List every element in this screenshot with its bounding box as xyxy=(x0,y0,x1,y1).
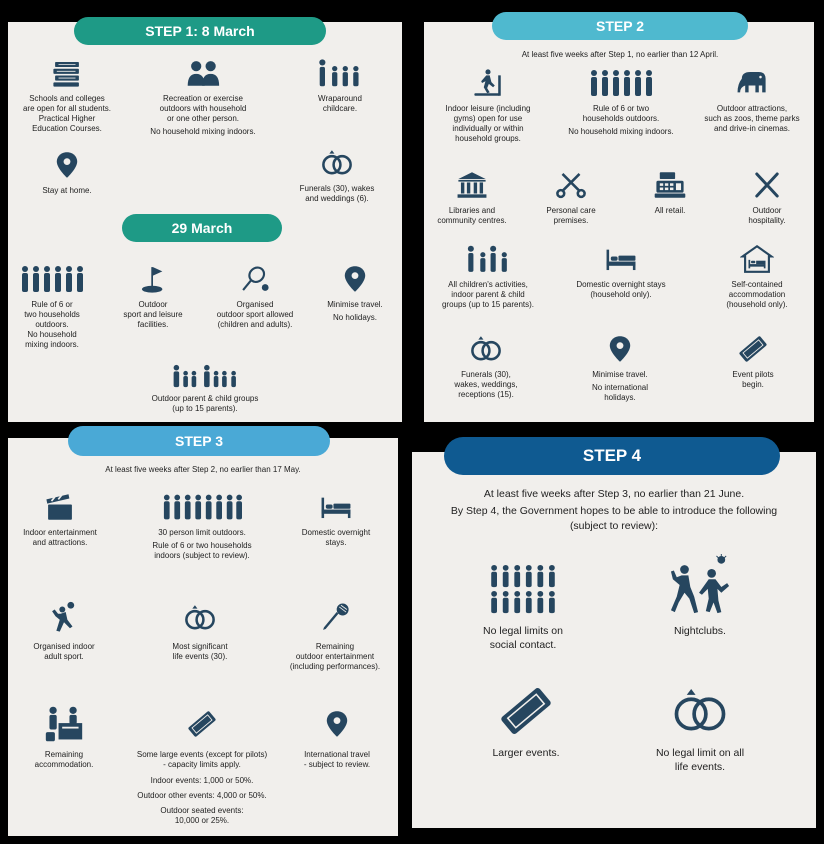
step3-item-domestic-stays: Domestic overnight stays. xyxy=(286,490,386,548)
wedding-rings-icon xyxy=(317,146,357,180)
scissors-icon xyxy=(551,168,591,202)
bed-icon xyxy=(601,242,641,276)
step2-item-all-retail: All retail. xyxy=(630,168,710,216)
step3-title: STEP 3 xyxy=(68,426,330,456)
step2-item-libraries: Libraries and community centres. xyxy=(424,168,520,226)
location-pin-icon xyxy=(317,702,357,746)
march29-item-minimise-travel: Minimise travel. No holidays. xyxy=(312,262,398,323)
step3-item-life-events: Most significant life events (30). xyxy=(148,598,252,662)
step1-item-stay-home: Stay at home. xyxy=(22,148,112,196)
step2-item-personal-care: Personal care premises. xyxy=(526,168,616,226)
march29-item-parent-child: Outdoor parent & child groups (up to 15 parents). xyxy=(130,362,280,414)
golf-flag-icon xyxy=(133,262,173,296)
tennis-racket-icon xyxy=(235,262,275,296)
step3-item-outdoor-entertainment: Remaining outdoor entertainment (including performances). xyxy=(278,598,392,672)
march29-title: 29 March xyxy=(122,214,282,242)
step2-item-outdoor-attractions: Outdoor attractions, such as zoos, theme parks and drive-in cinemas. xyxy=(692,66,812,134)
step2-item-rule-of-6: Rule of 6 or two households outdoors. No household mixing indoors. xyxy=(556,66,686,137)
step1-item-funerals: Funerals (30), wakes and weddings (6). xyxy=(282,146,392,204)
step4-item-life-events: No legal limit on all life events. xyxy=(630,682,770,774)
library-icon xyxy=(452,168,492,202)
crowd-icon xyxy=(162,490,242,524)
cash-register-icon xyxy=(650,168,690,202)
location-pin-icon xyxy=(600,332,640,366)
books-icon xyxy=(47,56,87,90)
treadmill-icon xyxy=(468,66,508,100)
step3-item-international-travel: International travel - subject to review. xyxy=(288,702,386,770)
two-people-icon xyxy=(183,56,223,90)
wedding-rings-icon xyxy=(180,598,220,638)
elephant-icon xyxy=(732,66,772,100)
wedding-rings-icon xyxy=(466,332,506,366)
hotel-reception-icon xyxy=(44,702,84,746)
step4-item-social-contact: No legal limits on social contact. xyxy=(448,562,598,652)
step3-item-30-person-limit: 30 person limit outdoors. Rule of 6 or two households indoors (subject to review). xyxy=(132,490,272,561)
step3-subtitle: At least five weeks after Step 2, no earlier than 17 May. xyxy=(105,465,301,474)
step1-item-childcare: Wraparound childcare. xyxy=(290,56,390,114)
step3-item-indoor-entertainment: Indoor entertainment and attractions. xyxy=(12,490,108,548)
microphone-icon xyxy=(315,598,355,638)
step2-title: STEP 2 xyxy=(492,12,748,40)
step1-item-schools: Schools and colleges are open for all students. Practical Higher Education Courses. xyxy=(12,56,122,134)
parent-child-icon xyxy=(169,362,241,390)
step3-item-indoor-adult-sport: Organised indoor adult sport. xyxy=(16,598,112,662)
crowd-icon xyxy=(487,562,559,618)
step2-item-funerals: Funerals (30), wakes, weddings, receptions (15). xyxy=(436,332,536,400)
step2-item-self-contained: Self-contained accommodation (household only). xyxy=(704,242,810,310)
step2-item-event-pilots: Event pilots begin. xyxy=(710,332,796,390)
step4-subtitle-1: At least five weeks after Step 3, no earlier than 21 June. xyxy=(483,488,745,500)
wedding-rings-icon xyxy=(668,682,732,740)
dancers-icon xyxy=(664,552,736,618)
step3-item-remaining-accommodation: Remaining accommodation. xyxy=(16,702,112,770)
location-pin-icon xyxy=(47,148,87,182)
volleyball-player-icon xyxy=(44,598,84,638)
clapperboard-icon xyxy=(40,490,80,524)
step4-item-larger-events: Larger events. xyxy=(466,682,586,760)
step3-item-large-events: Some large events (except for pilots) - capacity limits apply. Indoor events: 1,000 or 50%. Outdoor other events: 4,000 or 50%. Outdoor seated events: 10,000 or 25%. xyxy=(120,702,284,826)
step2-item-minimise-travel: Minimise travel. No international holidays. xyxy=(574,332,666,403)
location-pin-icon xyxy=(335,262,375,296)
step4-title: STEP 4 xyxy=(444,437,780,475)
step2-item-outdoor-hospitality: Outdoor hospitality. xyxy=(724,168,810,226)
step1-item-recreation: Recreation or exercise outdoors with household or one other person. No household mixing indoors. xyxy=(138,56,268,137)
ticket-icon xyxy=(494,682,558,740)
house-bed-icon xyxy=(737,242,777,276)
family-icon xyxy=(460,242,516,276)
step4-item-nightclubs: Nightclubs. xyxy=(630,552,770,638)
step2-item-domestic-stays: Domestic overnight stays (household only). xyxy=(556,242,686,300)
step2-item-childrens-activities: All children's activities, indoor parent & child groups (up to 15 parents). xyxy=(426,242,550,310)
family-icon xyxy=(312,56,368,90)
step2-subtitle: At least five weeks after Step 1, no earlier than 12 April. xyxy=(521,50,719,59)
bed-icon xyxy=(316,490,356,524)
six-people-icon xyxy=(20,262,84,296)
ticket-icon xyxy=(733,332,773,366)
march29-item-organised-sport: Organised outdoor sport allowed (children and adults). xyxy=(200,262,310,330)
march29-item-rule-of-6: Rule of 6 or two households outdoors. No household mixing indoors. xyxy=(12,262,92,350)
knife-fork-icon xyxy=(747,168,787,202)
step4-subtitle-2: By Step 4, the Government hopes to be able to introduce the following (subject to review): xyxy=(450,505,778,532)
ticket-icon xyxy=(182,702,222,746)
step1-title: STEP 1: 8 March xyxy=(74,17,326,45)
step2-item-indoor-leisure: Indoor leisure (including gyms) open for use individually or within household groups. xyxy=(428,66,548,144)
six-people-icon xyxy=(586,66,656,100)
march29-item-outdoor-sport: Outdoor sport and leisure facilities. xyxy=(108,262,198,330)
